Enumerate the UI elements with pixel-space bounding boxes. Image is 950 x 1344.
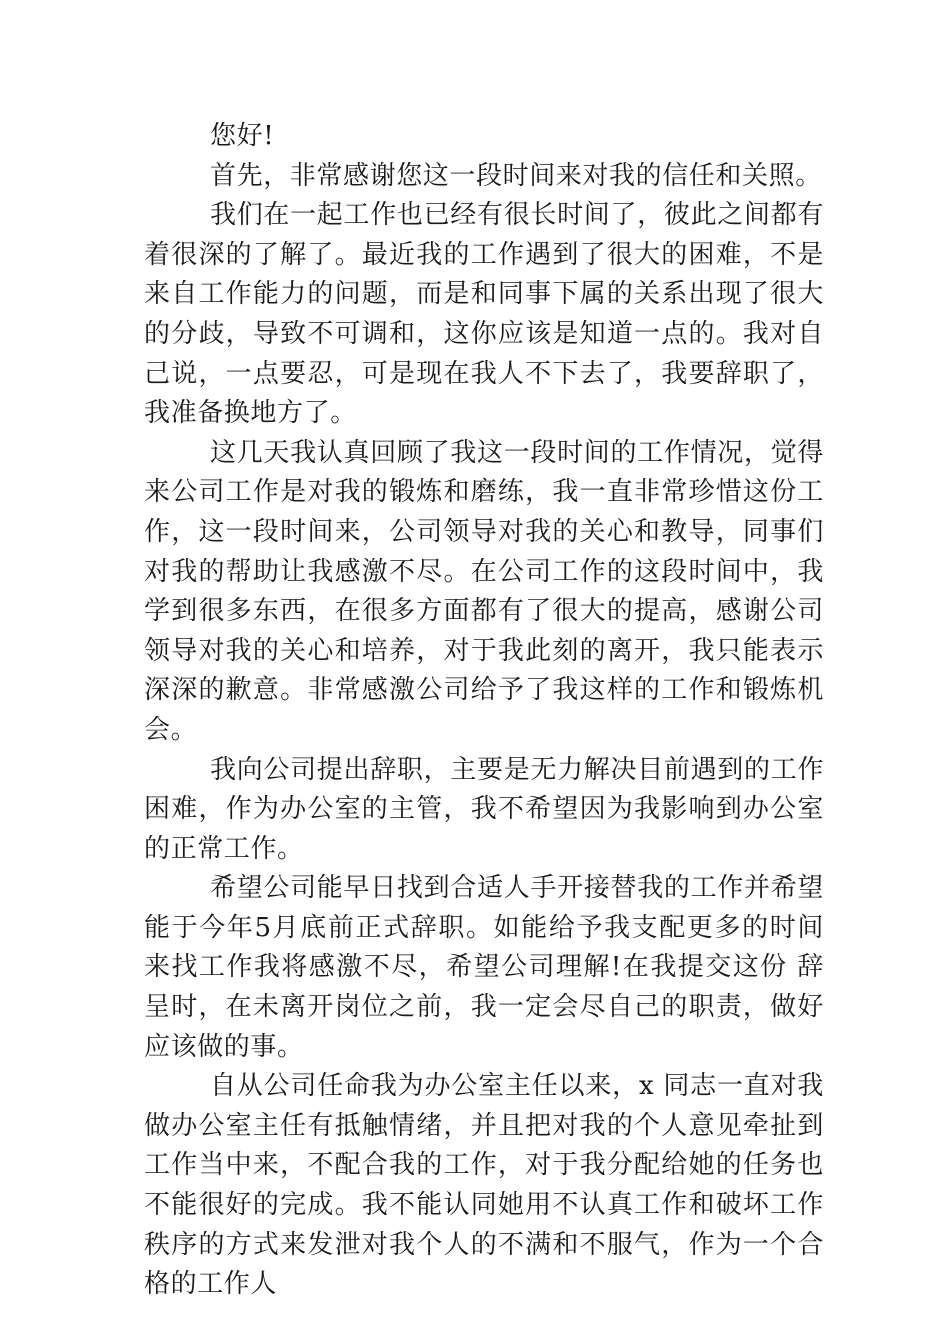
paragraph-timeline: 希望公司能早日找到合适人手开接替我的工作并希望能于今年5月底前正式辞职。如能给予我支配更多的时间来找工作我将感激不尽，希望公司理解!在我提交这份 辞呈时，在未离开岗位之前，我一定会尽自己的职责，做好应该做的事。 — [144, 873, 824, 1062]
paragraph-thanks: 首先，非常感谢您这一段时间来对我的信任和关照。 — [210, 160, 822, 191]
letter-body — [144, 117, 824, 1305]
paragraph-resignation-reason: 我向公司提出辞职，主要是无力解决目前遇到的工作困难，作为办公室的主管，我不希望因为我影响到办公室的正常工作。 — [144, 754, 824, 864]
paragraph-difficulty: 我们在一起工作也已经有很长时间了，彼此之间都有着很深的了解了。最近我的工作遇到了很大的困难，不是来自工作能力的问题，而是和同事下属的关系出现了很大的分歧，导致不可调和，这你应该是知道一点的。我对自己说，一点要忍，可是现在我人不下去了，我要辞职了，我准备换地方了。 — [144, 200, 824, 429]
greeting-line: 您好! — [210, 121, 275, 151]
paragraph-review: 这几天我认真回顾了我这一段时间的工作情况，觉得来公司工作是对我的锻炼和磨练，我一直非常珍惜这份工作，这一段时间来，公司领导对我的关心和教导，同事们对我的帮助让我感激不尽。在公司工作的这段时间中，我学到很多东西，在很多方面都有了很大的提高，感谢公司领导对我的关心和培养，对于我此刻的离开，我只能表示深深的歉意。非常感激公司给予了我这样的工作和锻炼机会。 — [144, 437, 824, 745]
paragraph-colleague-issue: 自从公司任命我为办公室主任以来，x 同志一直对我做办公室主任有抵触情绪，并且把对我的个人意见牵扯到工作当中来，不配合我的工作，对于我分配给她的任务也不能很好的完成。我不能认同她用不认真工作和破坏工作秩序的方式来发泄对我个人的不满和不服气，作为一个合格的工作人 — [144, 1071, 824, 1300]
